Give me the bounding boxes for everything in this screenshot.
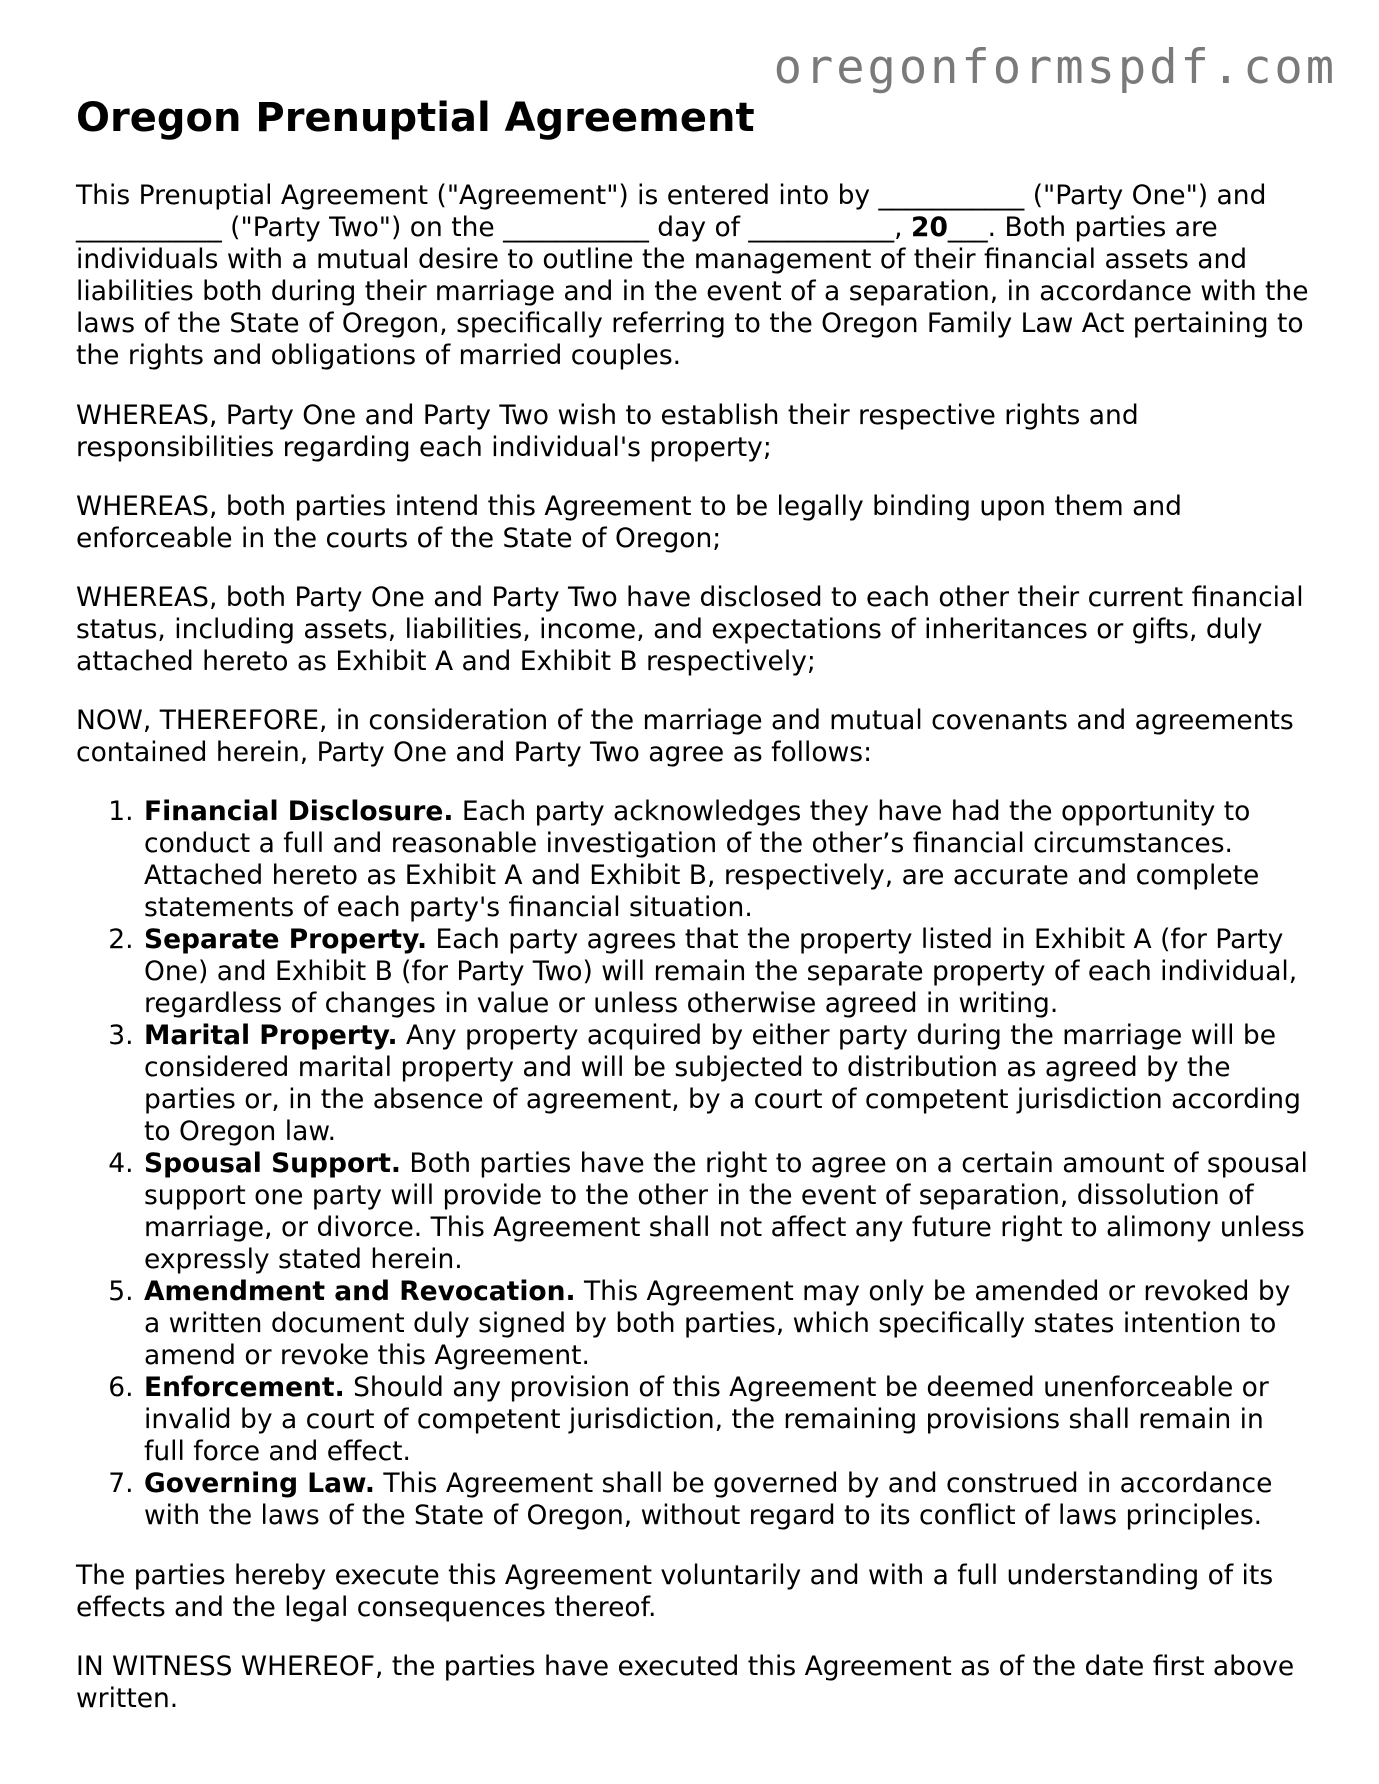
whereas-clause: WHEREAS, both Party One and Party Two have disclosed to each other their current financial status, including assets, liabilities, income, and expectations of inheritances or gifts, duly attached hereto as Exhibit A and Exhibit B respectively; bbox=[76, 582, 1304, 677]
clause-text: Each party agrees that the property listed in Exhibit A (for Party One) and Exhibit B (for Party Two) will remain the separate property of each individual, regardless of changes in value or unless otherwise agreed in writing. bbox=[144, 924, 1298, 1019]
clause-text: Each party acknowledges they have had the opportunity to conduct a full and reasonable investigation of the other’s financial circumstances. Attached hereto as Exhibit A and Exhibit B, respectively, are accurate and complete statements of each party's financial situation. bbox=[144, 796, 1260, 923]
intro-text-4: day of bbox=[648, 212, 749, 243]
clause-item bbox=[142, 1148, 1312, 1276]
clause-list bbox=[76, 796, 1312, 1532]
clause-heading: Financial Disclosure. bbox=[144, 796, 454, 827]
clause-item bbox=[142, 1468, 1312, 1532]
document-page bbox=[76, 94, 1312, 1742]
document-title: Oregon Prenuptial Agreement bbox=[76, 95, 755, 141]
intro-text-5: , bbox=[894, 212, 912, 243]
party-one-blank: ___________ bbox=[878, 180, 1025, 211]
now-therefore-paragraph: NOW, THEREFORE, in consideration of the marriage and mutual covenants and agreements contained herein, Party One and Party Two agree as follows: bbox=[76, 705, 1294, 768]
intro-text-3: ("Party Two") on the bbox=[221, 212, 504, 243]
year-prefix: 20 bbox=[911, 212, 948, 243]
clause-heading: Marital Property. bbox=[144, 1020, 398, 1051]
clause-item bbox=[142, 796, 1312, 924]
intro-text-1: This Prenuptial Agreement ("Agreement") is entered into by bbox=[76, 180, 879, 211]
intro-text-6: . Both parties are individuals with a mutual desire to outline the management of their financial assets and liabilities both during their marriage and in the event of a separation, in accordance with the laws of the State of Oregon, specifically referring to the Oregon Family Law Act pertaining to the rights and obligations of married couples. bbox=[76, 212, 1309, 371]
whereas-clause: WHEREAS, both parties intend this Agreement to be legally binding upon them and enforceable in the courts of the State of Oregon; bbox=[76, 491, 1182, 554]
clause-heading: Governing Law. bbox=[144, 1468, 375, 1499]
clause-item bbox=[142, 1372, 1312, 1468]
site-watermark: oregonformspdf.com bbox=[773, 40, 1337, 95]
month-blank: ___________ bbox=[748, 212, 895, 243]
clause-heading: Amendment and Revocation. bbox=[144, 1276, 576, 1307]
day-blank: ___________ bbox=[503, 212, 649, 243]
clause-text: Any property acquired by either party during the marriage will be considered marital property and will be subjected to distribution as agreed by the parties or, in the absence of agreement, by a court of competent jurisdiction according to Oregon law. bbox=[144, 1020, 1301, 1147]
clause-text: This Agreement may only be amended or revoked by a written document duly signed by both parties, which specifically states intention to amend or revoke this Agreement. bbox=[144, 1276, 1291, 1371]
clause-text: This Agreement shall be governed by and construed in accordance with the laws of the State of Oregon, without regard to its conflict of laws principles. bbox=[144, 1468, 1273, 1531]
whereas-clause: WHEREAS, Party One and Party Two wish to establish their respective rights and responsibilities regarding each individual's property; bbox=[76, 400, 1139, 463]
clause-heading: Spousal Support. bbox=[144, 1148, 401, 1179]
clause-item bbox=[142, 1020, 1312, 1148]
execution-paragraph: The parties hereby execute this Agreement voluntarily and with a full understanding of its effects and the legal consequences thereof. bbox=[76, 1560, 1274, 1623]
year-blank: ___ bbox=[947, 212, 988, 243]
intro-text-2: ("Party One") and bbox=[1024, 180, 1267, 211]
clause-heading: Separate Property. bbox=[144, 924, 428, 955]
intro-paragraph bbox=[76, 180, 1312, 372]
clause-text: Should any provision of this Agreement be deemed unenforceable or invalid by a court of competent jurisdiction, the remaining provisions shall remain in full force and effect. bbox=[144, 1372, 1269, 1467]
party-two-blank: ___________ bbox=[76, 212, 222, 243]
clause-heading: Enforcement. bbox=[144, 1372, 345, 1403]
clause-item bbox=[142, 924, 1312, 1020]
clause-text: Both parties have the right to agree on a certain amount of spousal support one party will provide to the other in the event of separation, dissolution of marriage, or divorce. This Agreement shall not affect any future right to alimony unless expressly stated herein. bbox=[144, 1148, 1308, 1275]
witness-paragraph: IN WITNESS WHEREOF, the parties have executed this Agreement as of the date first above written. bbox=[76, 1651, 1295, 1714]
clause-item bbox=[142, 1276, 1312, 1372]
